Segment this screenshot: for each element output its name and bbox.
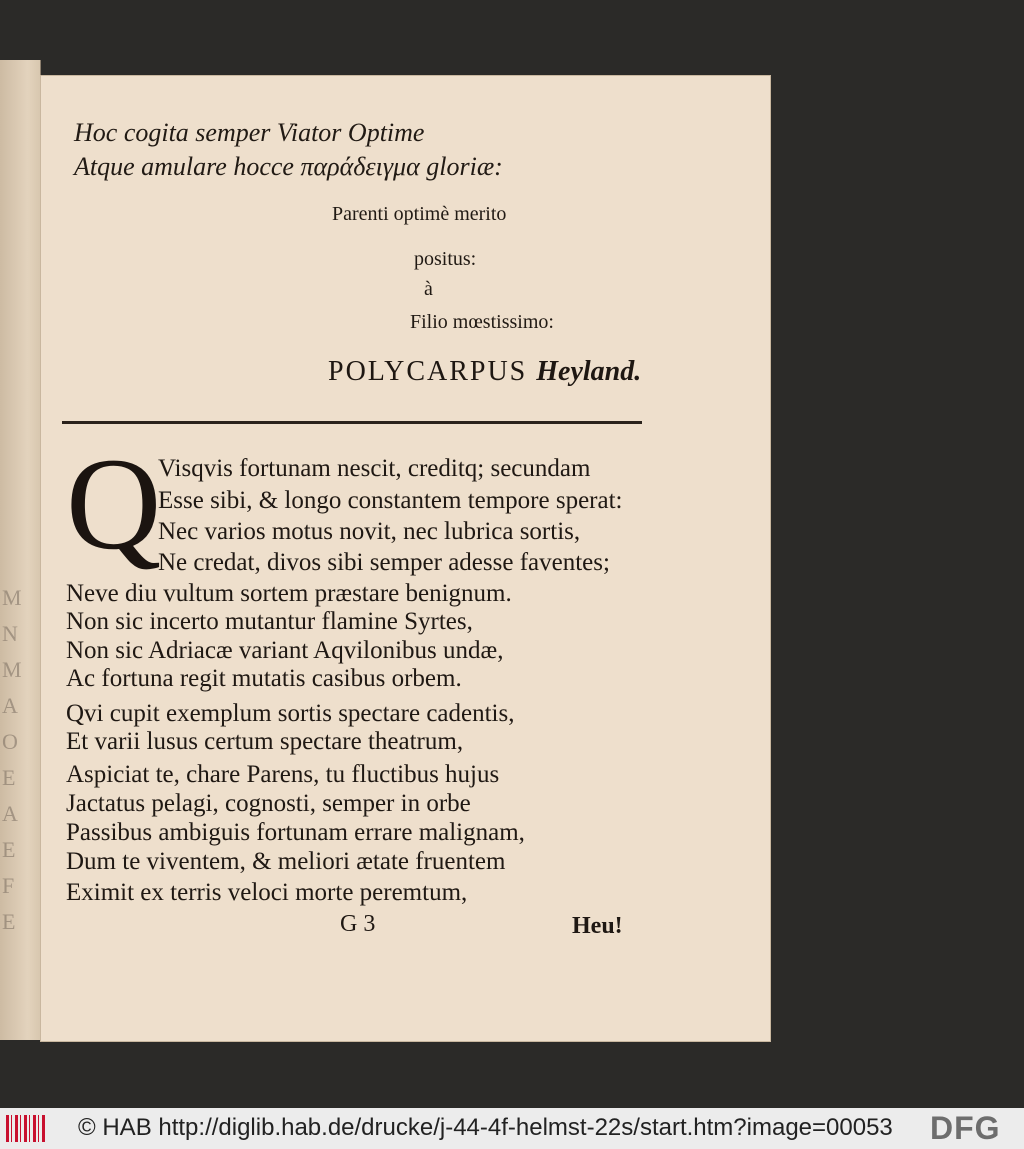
- verse-line: Non sic Adriacæ variant Aqvilonibus undæ,: [66, 637, 504, 664]
- barcode-icon: [6, 1115, 46, 1142]
- verse-line: Nec varios motus novit, nec lubrica sortis,: [158, 518, 581, 545]
- verse-line: Ne credat, divos sibi semper adesse faventes;: [158, 549, 610, 576]
- dedication-line-2: positus:: [414, 248, 477, 270]
- verse-line: Ac fortuna regit mutatis casibus orbem.: [66, 665, 462, 692]
- catchword: Heu!: [572, 913, 623, 939]
- verse-line: Non sic incerto mutantur flamine Syrtes,: [66, 608, 473, 635]
- verse-line: Dum te viventem, & meliori ætate fruentem: [66, 848, 506, 875]
- verse-line: Neve diu vultum sortem præstare benignum.: [66, 580, 512, 607]
- verse-line: Esse sibi, & longo constantem tempore sperat:: [158, 487, 623, 514]
- credit-link[interactable]: © HAB http://diglib.hab.de/drucke/j-44-4f-helmst-22s/start.htm?image=00053: [78, 1114, 893, 1141]
- dedication-line-1: Parenti optimè merito: [332, 203, 507, 225]
- author-surname: Heyland.: [536, 356, 642, 387]
- verse-line: Et varii lusus certum spectare theatrum,: [66, 728, 464, 755]
- verse-line: Eximit ex terris veloci morte peremtum,: [66, 879, 468, 906]
- verse-line: Qvi cupit exemplum sortis spectare cadentis,: [66, 700, 515, 727]
- signature-mark: G 3: [340, 911, 376, 937]
- separator-rule: [62, 421, 642, 424]
- heading-line-1: Hoc cogita semper Viator Optime: [74, 118, 425, 147]
- verse-line: Jactatus pelagi, cognosti, semper in orbe: [66, 790, 471, 817]
- verse-line: Passibus ambiguis fortunam errare malignam,: [66, 819, 525, 846]
- dedication-line-4: Filio mœstissimo:: [410, 311, 554, 333]
- author-name: POLYCARPUS: [328, 356, 528, 387]
- verse-line: Aspiciat te, chare Parens, tu fluctibus hujus: [66, 761, 500, 788]
- previous-page-edge: [0, 60, 41, 1040]
- previous-page-bleed: M N M A O E A E F E: [2, 585, 22, 934]
- dedication-line-3: à: [424, 278, 433, 300]
- author-signature: [328, 356, 641, 388]
- drop-capital: Q: [66, 430, 162, 577]
- dfg-logo: DFG: [930, 1110, 1001, 1146]
- verse-line: Visqvis fortunam nescit, creditq; secundam: [158, 455, 591, 482]
- heading-line-2: Atque amulare hocce παράδειγμα gloriæ:: [74, 152, 503, 181]
